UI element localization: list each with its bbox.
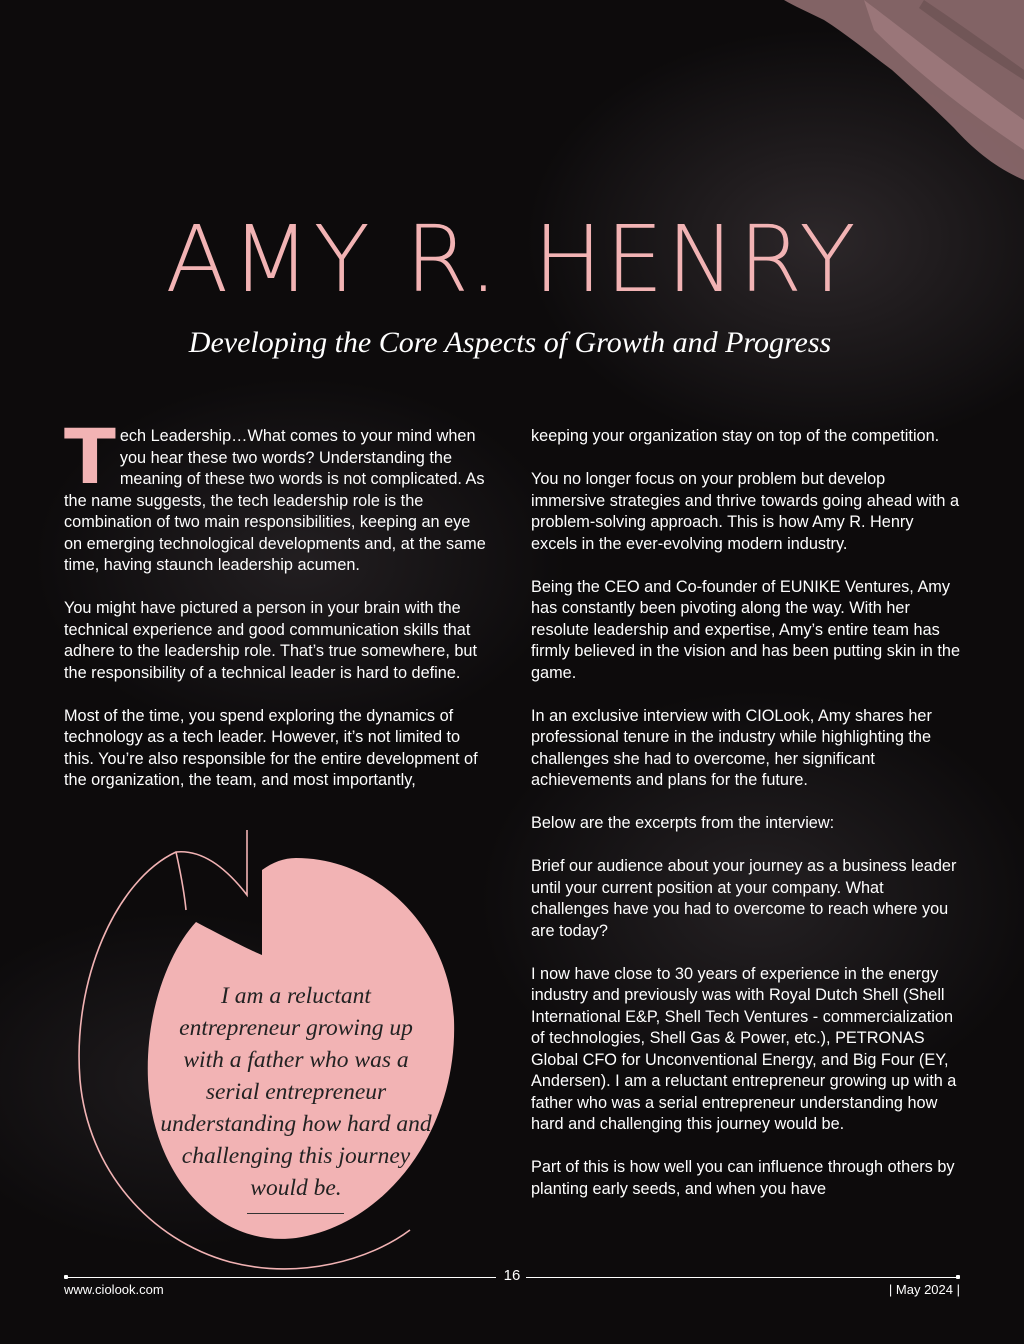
article-title: AMY R. HENRY bbox=[165, 206, 859, 313]
article-subtitle: Developing the Core Aspects of Growth and Progress bbox=[188, 326, 832, 359]
article-paragraph: In an exclusive interview with CIOLook, Amy shares her professional tenure in the industry while highlighting the challenges she had to overcome, her significant achievements and plans for the future. bbox=[531, 706, 932, 789]
footer-rule-right bbox=[526, 1277, 958, 1278]
pull-quote-rule bbox=[247, 1213, 344, 1214]
interview-question: Brief our audience about your journey as a business leader until your current position at your company. What challenges have you had to overcome to reach where you are today? bbox=[531, 857, 957, 940]
footer-dot-right bbox=[956, 1275, 960, 1279]
footer-website-link[interactable]: www.ciolook.com bbox=[64, 1282, 164, 1297]
article-paragraph: Part of this is how well you can influence through others by planting early seeds, and when you have bbox=[531, 1158, 955, 1198]
footer-rule-left bbox=[66, 1277, 496, 1278]
page-number: 16 bbox=[503, 1267, 521, 1284]
article-paragraph: Most of the time, you spend exploring the dynamics of technology as a tech leader. However, it’s not limited to this. You’re also responsible for the entire development of the organization, the team, and most importantly, bbox=[64, 706, 478, 789]
pull-quote-text: I am a reluctant entrepreneur growing up with a father who was a serial entrepreneur understanding how hard and challenging this journey would be. bbox=[160, 983, 432, 1201]
article-paragraph: keeping your organization stay on top of the competition. bbox=[531, 427, 940, 445]
interview-answer: I now have close to 30 years of experience in the energy industry and previously was with Royal Dutch Shell (Shell International E&P, Shell Tech Ventures - commercialization of technologies, Shell Gas & Power, etc.), PETRONAS Global CFO for Unconventional Energy, and Big Four (EY, Andersen). I am a reluctant entrepreneur growing up with a father who was a serial entrepreneur understanding how hard and challenging this journey would be. bbox=[531, 964, 957, 1133]
article-paragraph: You no longer focus on your problem but develop immersive strategies and thrive towards going ahead with a problem-solving approach. This is how Amy R. Henry excels in the ever-evolving modern industry. bbox=[531, 470, 960, 553]
footer-issue-date: | May 2024 | bbox=[888, 1282, 960, 1297]
article-paragraph: Below are the excerpts from the interview: bbox=[531, 814, 835, 832]
article-paragraph: Being the CEO and Co-founder of EUNIKE Ventures, Amy has constantly been pivoting along the way. With her resolute leadership and expertise, Amy’s entire team has firmly believed in the vision and has been putting skin in the game. bbox=[531, 577, 960, 682]
first-paragraph-text: ech Leadership…What comes to your mind when you hear these two words? Understanding the meaning of these two words is not complicated. As the name suggests, the tech leadership role is the combination of two main responsibilities, keeping an eye on emerging technological developments and, at the same time, having staunch leadership acumen. bbox=[64, 427, 486, 574]
article-paragraph: You might have pictured a person in your brain with the technical experience and good communication skills that adhere to the leadership role. That’s true somewhere, but the responsibility of a technical leader is hard to define. bbox=[64, 599, 478, 682]
footer-dot-left bbox=[64, 1275, 68, 1279]
drop-cap: T bbox=[64, 412, 116, 501]
